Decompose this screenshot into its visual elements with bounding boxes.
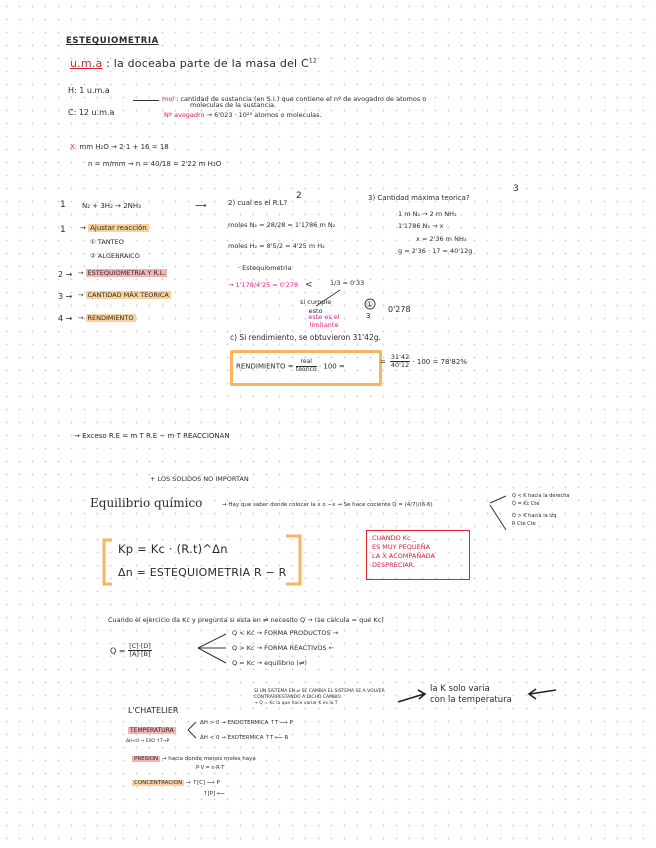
calc-line-4: g = 2'36 · 17 = 40'12g	[398, 247, 473, 255]
side-arrow-1	[490, 496, 506, 503]
example-mm: mm H₂O → 2·1 + 16 = 18	[79, 143, 169, 151]
q-rule-equal: Q = Kc → equilibrio (⇌)	[232, 659, 307, 667]
equilibrio-heading: Equilibrio químico	[90, 496, 203, 510]
result-denominator: 3	[366, 312, 371, 320]
chatelier-note: SI UN SISTEMA EN ⇌ SE CAMBIA EL SISTEMA SE A VOLVER CONTRARRESTANDO A DICHO CAMBIO → Q = Kc la que hace variar K es la T	[254, 689, 385, 706]
cuando-note: Cuando el ejercicio da Kc y pregunta si esta en ⇌ necesito Q → (se calcula = que Kc)	[108, 616, 384, 624]
kc-warning-text: CUANDO Kc _ ES MUY PEQUEÑA LA X ACOMPAÑADA DESPRECIAR.	[372, 534, 435, 570]
ratio-left: → 1'178/4'25 = 0'278	[228, 281, 299, 289]
mol-def-1: : cantidad de sustancia (en S.I.) que contiene el nº de avogadro de atomos o	[176, 95, 427, 103]
rendimiento-result: = $\frac{31'42}{40'12}$ · 100 = 78'82%	[380, 353, 467, 370]
method-algebraico: ② ALGEBRAICO	[90, 252, 140, 260]
avogadro-label: Nº avogadro	[164, 111, 205, 119]
temp-arrow-down	[188, 730, 196, 738]
equilibrio-note: → Hay que saber donde colocar la x o −x → Se hace cociente Q = (4/7)/(6·6)	[222, 502, 433, 508]
result-circle	[365, 299, 375, 309]
step-3-label: → CANTIDAD MÁX TEORICA	[78, 291, 169, 299]
delta-n-formula: Δn = ESTEQUIOMETRIA R − R	[118, 566, 287, 579]
ratio-right: 1/3 = 0'33	[330, 279, 365, 287]
side-arrow-2	[490, 505, 506, 530]
uma-label: u.m.a	[70, 57, 103, 70]
question-cantidad-number: 3	[513, 184, 519, 194]
c-mass: C: 12 u.m.a	[68, 108, 115, 117]
less-than: <	[305, 280, 313, 290]
endotermica-rule: ΔH > 0 → ENDOTERMICA ↑T ⟶ P	[200, 720, 293, 726]
avogadro-def: → 6'023 · 10²³ atomos o moleculas.	[206, 111, 322, 119]
step-2-label: → ESTEQUIOMETRIA Y R.L.	[78, 269, 166, 277]
page-title: ESTEQUIOMETRIA	[66, 36, 159, 46]
q-rule-less: Q < Kc → FORMA PRODUCTOS →	[232, 629, 339, 637]
si-cumple-note: si cumple esto	[300, 298, 332, 315]
uma-text: : la doceaba parte de la masa del C	[106, 57, 309, 70]
limitante-note: este es el limitante	[308, 313, 340, 329]
step-4-label: → RENDIMIENTO	[78, 314, 134, 322]
calc-line-2: 1'1786 N₂ → x	[398, 222, 444, 230]
step-2-number: 2 →	[58, 270, 73, 279]
step-4-number: 4 →	[58, 314, 73, 323]
si-cumple-arrow	[316, 290, 340, 306]
arrow-to-q2: ⟶	[195, 201, 207, 210]
result-value: 0'278	[388, 305, 411, 314]
estequiometria-note: · Estequiometria	[238, 264, 292, 272]
calc-line-3: x = 2'36 m NH₃	[416, 235, 467, 243]
presion-sub: P·V = n·R·T	[196, 765, 225, 771]
temp-arrow-up	[188, 722, 196, 730]
q-arrow-down	[198, 648, 226, 663]
temperatura-label: TEMPERATURA	[130, 727, 174, 734]
k-temperature-note: la K solo varia con la temperatura	[430, 684, 512, 705]
moles-n2: moles N₂ = 28/28 = 1'1786 m N₂	[228, 221, 336, 229]
moles-h2: moles H₂ = 8'5/2 = 4'25 m H₂	[228, 242, 325, 250]
step-1-number: 1	[60, 200, 66, 210]
exceso-note: → Exceso R.E = m T R.E − m T REACCIONAN	[74, 432, 230, 440]
step-1b-number: 1	[60, 225, 66, 235]
q-expression: Q = $\frac{[C]\cdot[D]}{[A]\cdot[B]}$	[110, 642, 151, 659]
presion-line: PRESION → hacia donde menos moles haya	[134, 756, 256, 762]
example-moles: n = m/mm → n = 40/18 = 2'22 m H₂O	[88, 160, 222, 168]
concentracion-sub: ↑[P] ⟵	[203, 791, 225, 797]
question-rendimiento: c) Si rendimiento, se obtuvieron 31'42g.	[230, 333, 381, 342]
result-fraction: ①	[366, 300, 374, 309]
step-1b-label: → Ajustar reacción	[80, 224, 147, 232]
concentracion-line: CONCENTRACION → ↑[C] ⟶ P	[134, 780, 220, 786]
reaction-equation: N₂ + 3H₂ → 2NH₃	[82, 202, 141, 210]
mol-label: mol	[162, 95, 175, 103]
kp-left-bracket	[104, 540, 112, 584]
mol-def-2: moleculas de la sustancia.	[190, 101, 277, 109]
question-rl: 2) cual es el R.L?	[228, 199, 288, 207]
q-rule-greater: Q > Kc → FORMA REACTIVOS ←	[232, 644, 335, 652]
method-tanteo: ① TANTEO	[90, 238, 124, 246]
rendimiento-formula: RENDIMIENTO = $\frac{\text{real}}{\text{teorico}}$ · 100 =	[236, 358, 345, 373]
h-mass: H: 1 u.m.a	[68, 86, 110, 95]
question-cantidad: 3) Cantidad máxima teorica?	[368, 194, 470, 202]
exotermica-rule: ΔH < 0 → EXOTERMICA ↑T ⟵ R	[200, 735, 289, 741]
question-rl-number: 2	[296, 191, 302, 201]
example-label: X:	[70, 143, 78, 151]
q-arrow-up	[198, 634, 226, 648]
calc-line-1: 1 m N₂ → 2 m NH₃	[398, 210, 457, 218]
kp-right-bracket	[286, 536, 300, 584]
q-direction-notes: Q < K hacia la derecha Q = Kc Cte Q > K hacia la izq R Cte Cte	[512, 493, 570, 527]
uma-sup: 12	[308, 57, 317, 65]
temperatura-sub: ΔH<0 → EXO ↑T→P	[126, 739, 170, 744]
step-3-number: 3 →	[58, 292, 73, 301]
chatelier-heading: L'CHATELIER	[128, 706, 179, 715]
kp-formula: Kp = Kc · (R.t)^Δn	[118, 542, 228, 556]
solidos-note: + LOS SOLIDOS NO IMPORTAN	[150, 475, 249, 483]
